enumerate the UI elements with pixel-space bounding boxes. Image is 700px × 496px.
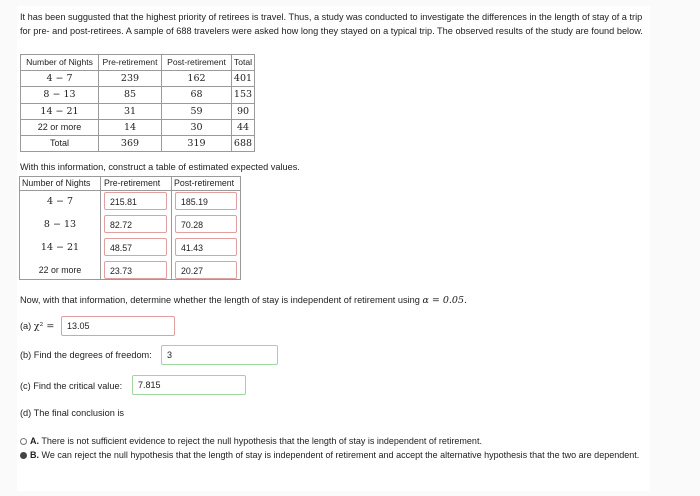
expected-post-input-3[interactable]: 41.43 [175, 238, 237, 256]
problem-intro: It has been suggusted that the highest priority of retirees is travel. Thus, a study was conducted to investigate the differences in the length of stay of a trip for pre- and post-retirees. A sample of 688 travelers were asked how long they stayed on a typical trip. The observed results of the study are found below. [20, 12, 643, 36]
table-cell: 319 [162, 135, 232, 151]
part-b-label: (b) Find the degrees of freedom: [20, 350, 152, 360]
table-row [21, 135, 255, 151]
column-divider [100, 177, 101, 279]
column-divider [171, 177, 172, 279]
part-d-label: (d) The final conclusion is [20, 408, 125, 418]
row-label: 22 or more [21, 119, 99, 135]
table-cell: 30 [162, 119, 232, 135]
table-row [21, 119, 255, 135]
table-row [21, 87, 255, 103]
table-cell: 68 [162, 87, 232, 103]
chi-square-input[interactable]: 13.05 [61, 316, 175, 336]
expected-post-input-2[interactable]: 70.28 [175, 215, 237, 233]
table-cell: 369 [99, 135, 162, 151]
expected-pre-input-3[interactable]: 48.57 [104, 238, 167, 256]
expected-header-post: Post-retirement [174, 178, 235, 188]
row-label: 8 − 13 [43, 219, 77, 230]
option-b[interactable] [20, 449, 640, 462]
observed-header-total: Total [232, 55, 255, 71]
option-letter: A. [30, 436, 39, 446]
part-c-label: (c) Find the critical value: [20, 381, 123, 391]
question-text: Now, with that information, determine whether the length of stay is independent of retirement using [20, 295, 420, 305]
table-cell: 59 [162, 103, 232, 119]
table-cell: 31 [99, 103, 162, 119]
expected-pre-input-2[interactable]: 82.72 [104, 215, 167, 233]
expected-pre-input-4[interactable]: 23.73 [104, 261, 167, 279]
expected-header-nights: Number of Nights [22, 178, 91, 188]
critical-value-input[interactable]: 7.815 [132, 375, 246, 395]
option-letter: B. [30, 450, 39, 460]
option-text: There is not sufficient evidence to reject the null hypothesis that the length of stay is independent of retirement. [41, 436, 482, 446]
row-label: 4 − 7 [46, 196, 74, 207]
expected-header-pre: Pre-retirement [104, 178, 161, 188]
table-cell: 44 [232, 119, 255, 135]
expected-post-input-1[interactable]: 185.19 [175, 192, 237, 210]
observed-table [20, 54, 255, 152]
table-cell: 14 [99, 119, 162, 135]
row-label: 22 or more [38, 265, 82, 275]
observed-header-row [21, 55, 255, 71]
row-label: 14 − 21 [21, 103, 99, 119]
table-cell: 239 [99, 71, 162, 87]
header-divider [20, 190, 240, 191]
row-label: 14 − 21 [40, 242, 80, 253]
option-text: We can reject the null hypothesis that the length of stay is independent of retirement and accept the alternative hypothesis that the two are dependent. [41, 450, 640, 460]
degrees-of-freedom-input[interactable]: 3 [161, 345, 278, 365]
table-row [21, 71, 255, 87]
expected-post-input-4[interactable]: 20.27 [175, 261, 237, 279]
alpha-expression: α = 0.05. [422, 295, 468, 306]
independence-question [20, 295, 467, 306]
observed-header-nights: Number of Nights [21, 55, 99, 71]
table-cell: 90 [232, 103, 255, 119]
chi-square-symbol: χ² = [33, 321, 55, 332]
table-row [21, 103, 255, 119]
part-a-label [20, 321, 54, 332]
expected-pre-input-1[interactable]: 215.81 [104, 192, 167, 210]
table-cell: 153 [232, 87, 255, 103]
table-cell: 162 [162, 71, 232, 87]
expected-table [19, 176, 241, 280]
part-a-prefix: (a) [20, 321, 32, 331]
radio-selected-icon[interactable] [20, 452, 27, 459]
table-cell: 85 [99, 87, 162, 103]
radio-unselected-icon[interactable] [20, 438, 27, 445]
table-cell: 401 [232, 71, 255, 87]
row-label: 4 − 7 [21, 71, 99, 87]
row-label: Total [21, 135, 99, 151]
observed-header-pre: Pre-retirement [99, 55, 162, 71]
row-label: 8 − 13 [21, 87, 99, 103]
option-a[interactable] [20, 435, 640, 448]
observed-header-post: Post-retirement [162, 55, 232, 71]
table-cell: 688 [232, 135, 255, 151]
expected-instruction: With this information, construct a table of estimated expected values. [20, 162, 300, 172]
